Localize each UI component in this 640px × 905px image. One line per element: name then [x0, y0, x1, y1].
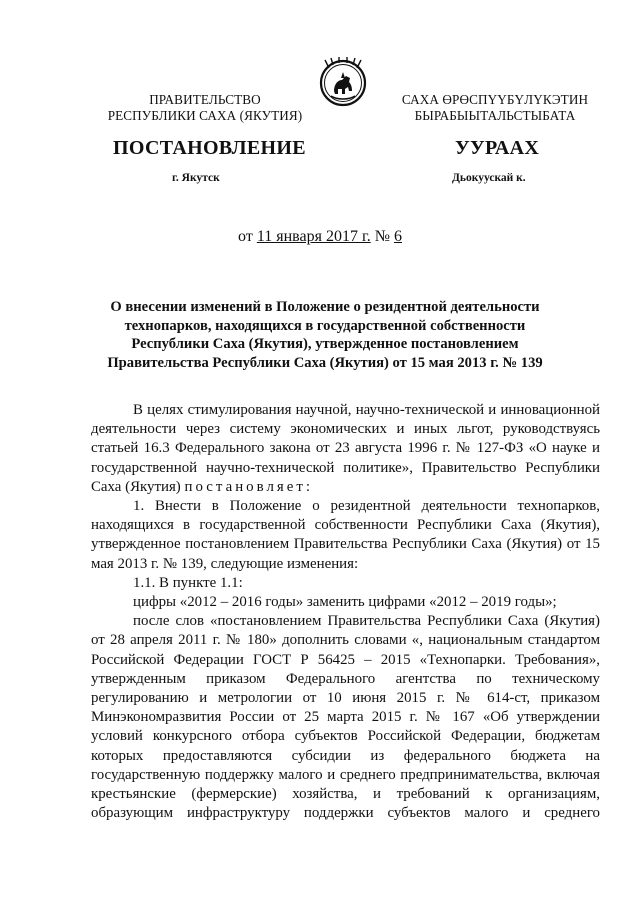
document-type-ru: ПОСТАНОВЛЕНИЕ	[113, 137, 306, 159]
body-paragraph: после слов «постановлением Правительства Республики Саха (Якутия) от 28 апреля 2011 г. № 180» дополнить словами «, национальным стандартом Российской Федерации ГОСТ Р 56425 – 2015 «Технопарки. Требования», утвержденным приказом Федерального агентства по техническому регулированию и метрологии от 10 июня 2015 г. № 614-ст, приказом Минэкономразвития России от 25 марта 2015 г. № 167 «Об утверждении условий конкурсного отбора субъектов Российской Федерации, бюджетам которых предоставляются субсидии из федерального бюджета на государственную поддержку малого и среднего предпринимательства, включая крестьянские (фермерские) хозяйства, и требований к организациям, образующим инфраструктуру поддержки субъектов малого и среднего	[91, 613, 600, 822]
header-line: САХА ӨРӨСПҮҮБҮЛҮКЭТИН	[401, 92, 589, 107]
date-prefix: от	[238, 228, 257, 245]
coat-of-arms-emblem-icon	[319, 56, 367, 110]
title-line: технопарков, находящихся в государственной собственности	[124, 317, 526, 334]
body-paragraph	[91, 401, 600, 497]
header-line: ПРАВИТЕЛЬСТВО	[149, 92, 261, 107]
body-paragraph: 1. Внести в Положение о резидентной деятельности технопарков, находящихся в государственной собственности Республики Саха (Якутия), утвержденное постановлением Правительства Республики Саха (Якутия) от 15 мая 2013 г. № 139, следующие изменения:	[91, 498, 600, 572]
title-line: Правительства Республики Саха (Якутия) от 15 мая 2013 г. № 139	[107, 354, 543, 371]
government-header-sah	[385, 92, 605, 124]
number-sign: №	[370, 228, 394, 245]
document-type-sah: УУРААХ	[455, 137, 540, 159]
title-line: Республики Саха (Якутия), утвержденное постановлением	[131, 336, 519, 353]
document-number: 6	[393, 228, 402, 245]
city-ru: г. Якутск	[172, 172, 220, 184]
body-paragraph: 1.1. В пункте 1.1:	[133, 574, 243, 591]
document-body	[91, 401, 600, 823]
document-date: 11 января 2017 г.	[256, 228, 371, 245]
resolution-keyword: постановляет:	[184, 478, 313, 495]
title-line: О внесении изменений в Положение о резидентной деятельности	[110, 299, 540, 315]
header-line: РЕСПУБЛИКИ САХА (ЯКУТИЯ)	[107, 108, 303, 123]
paragraph-text: В целях стимулирования научной, научно-технической и инновационной деятельности через систему экономических и иных льгот, руководствуясь статьей 16.3 Федерального закона от 23 августа 1996 г. № 127-ФЗ «О науке и государственной научно-технической политике», Правительство Республики Саха (Якутия)	[91, 402, 600, 495]
body-paragraph: цифры «2012 – 2016 годы» заменить цифрами «2012 – 2019 годы»;	[133, 594, 557, 611]
header-line: БЫРАБЫЫТАЛЬСТЫБАТА	[414, 108, 576, 123]
document-title	[95, 298, 555, 372]
city-sah: Дьокуускай к.	[452, 172, 526, 184]
government-header-ru	[95, 92, 315, 124]
document-date-number	[0, 228, 640, 246]
